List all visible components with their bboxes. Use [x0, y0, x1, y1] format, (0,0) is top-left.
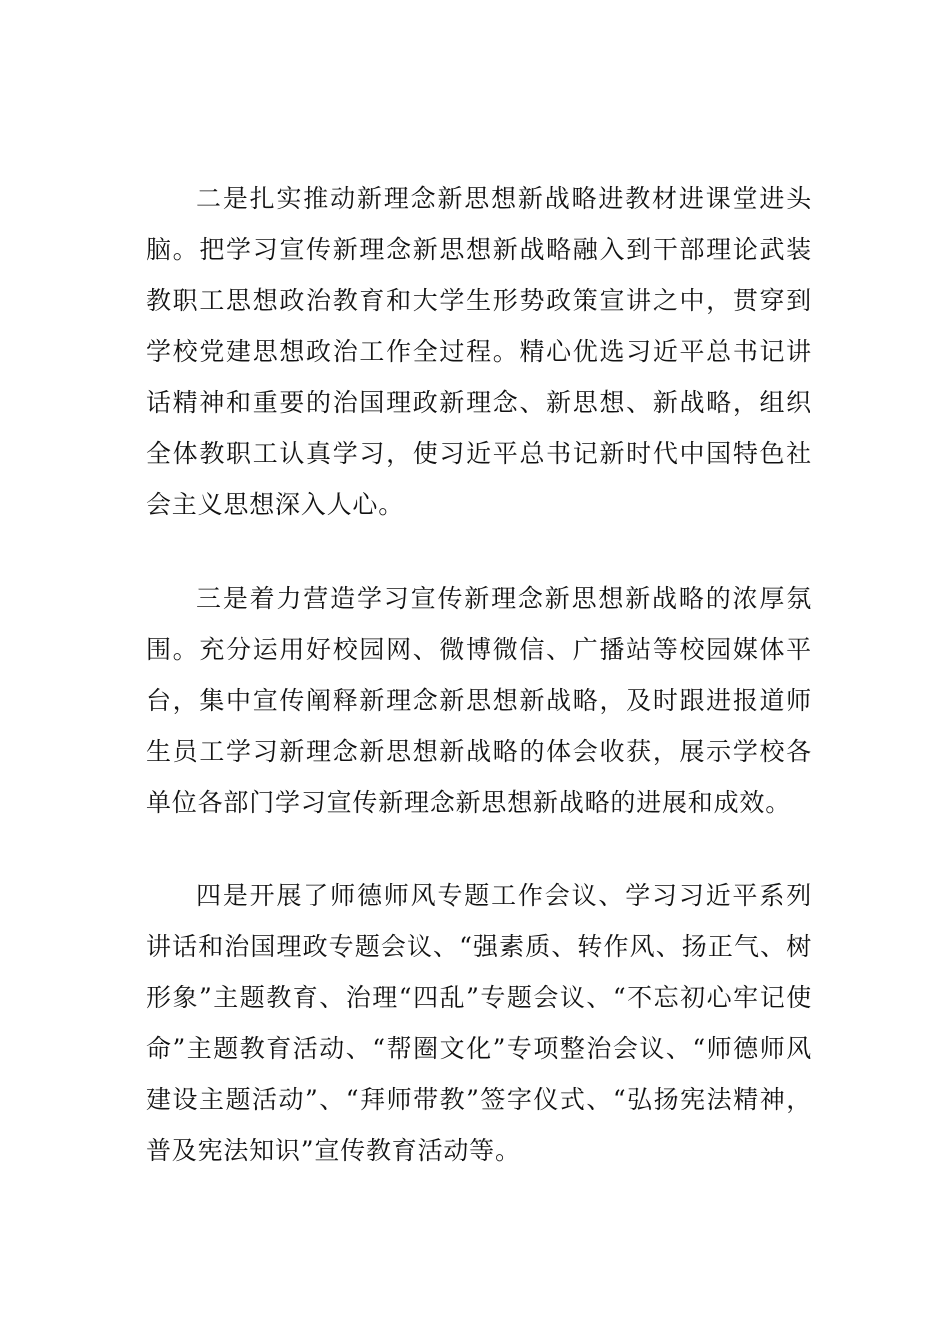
paragraph-3: 四是开展了师德师风专题工作会议、学习习近平系列讲话和治国理政专题会议、“强素质、转作风、扬正气、树形象”主题教育、治理“四乱”专题会议、“不忘初心牢记使命”主题教育活动、“帮圈文化”专项整治会议、“师德师风建设主题活动”、“拜师带教”签字仪式、“弘扬宪法精神，普及宪法知识”宣传教育活动等。 — [146, 881, 812, 1165]
paragraph-2: 三是着力营造学习宣传新理念新思想新战略的浓厚氛围。充分运用好校园网、微博微信、广播站等校园媒体平台，集中宣传阐释新理念新思想新战略，及时跟进报道师生员工学习新理念新思想新战略的体会收获，展示学校各单位各部门学习宣传新理念新思想新战略的进展和成效。 — [146, 584, 812, 817]
paragraph-1: 二是扎实推动新理念新思想新战略进教材进课堂进头脑。把学习宣传新理念新思想新战略融入到干部理论武装教职工思想政治教育和大学生形势政策宣讲之中，贯穿到学校党建思想政治工作全过程。精心优选习近平总书记讲话精神和重要的治国理政新理念、新思想、新战略，组织全体教职工认真学习，使习近平总书记新时代中国特色社会主义思想深入人心。 — [146, 184, 812, 519]
